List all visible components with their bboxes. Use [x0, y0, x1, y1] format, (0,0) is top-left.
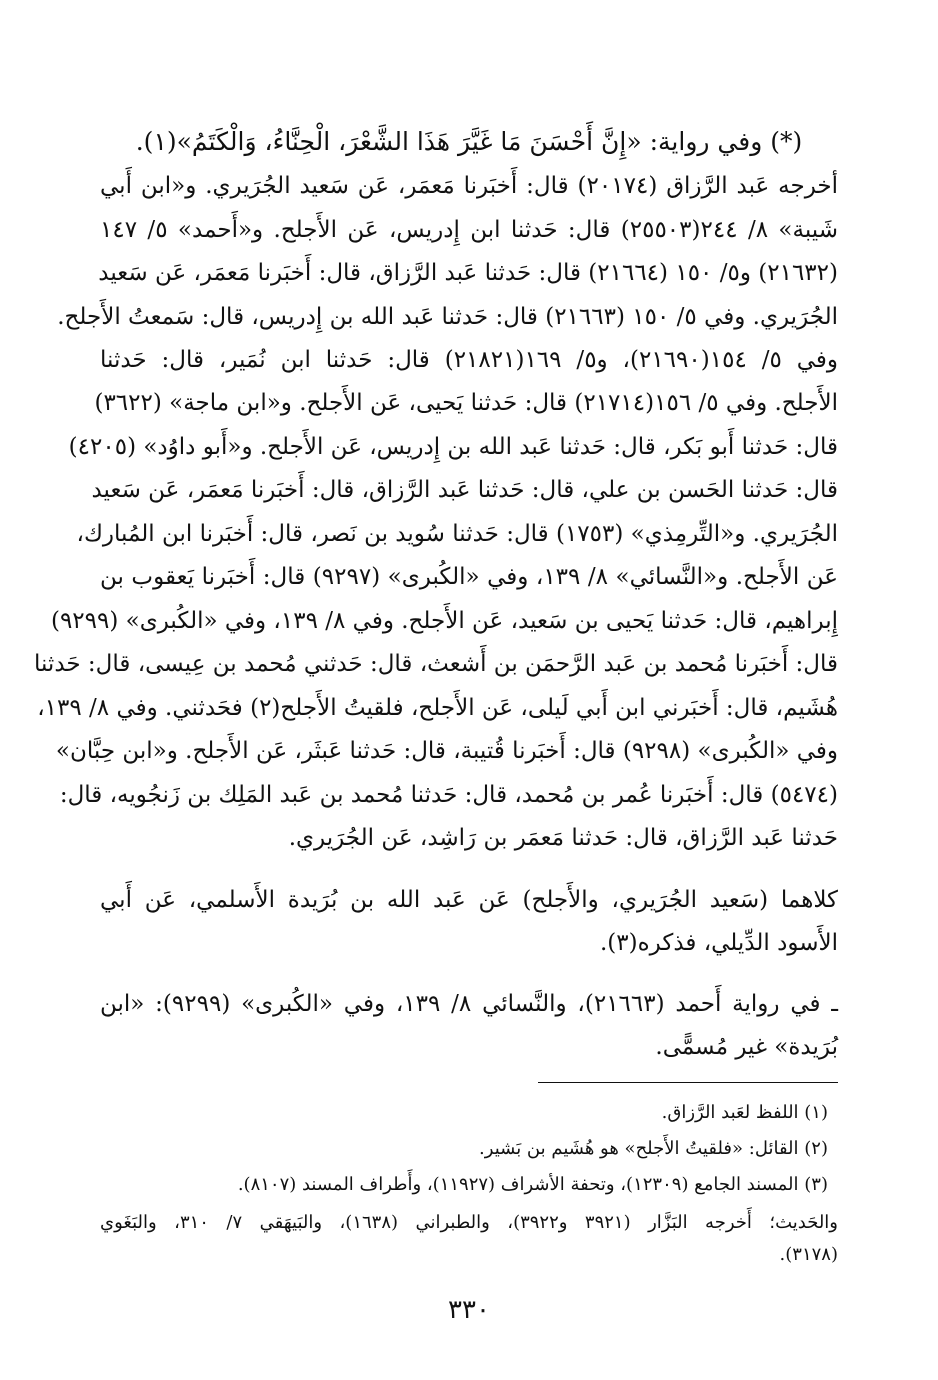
takhrij-line: الجُرَيري. و«التِّرمِذي» (١٧٥٣) قال: حَدثنا سُويد بن نَصر، قال: أَخبَرنا ابن المُبارك،: [76, 521, 838, 547]
footnote: (٢) القائل: «فلقيتُ الأَجلح» هو هُشَيم بن بَشير.: [479, 1138, 828, 1159]
chain-line: الأَسود الدِّيلي، فذكره(٣).: [600, 930, 838, 956]
takhrij-line: شَيبة» ٨/ ٢٤٤(٢٥٥٠٣) قال: حَدثنا ابن إِدريس، عَن الأَجلح. و«أَحمد» ٥/ ١٤٧: [100, 217, 838, 243]
takhrij-line: الأَجلح. وفي ٥/ ١٥٦(٢١٧١٤) قال: حَدثنا يَحيى، عَن الأَجلح. و«ابن ماجة» (٣٦٢٢): [94, 390, 838, 416]
narration-note-line: بُرَيدة» غير مُسمًّى.: [655, 1034, 838, 1060]
takhrij-line: حَدثنا عَبد الرَّزاق، قال: حَدثنا مَعمَر بن رَاشِد، عَن الجُرَيري.: [288, 825, 838, 851]
takhrij-line: وفي «الكُبرى» (٩٢٩٨) قال: أَخبَرنا قُتيبة، قال: حَدثنا عَبثَر، عَن الأَجلح. و«ابن حِبَّان»: [55, 738, 838, 764]
chain-line: كلاهما (سَعيد الجُرَيري، والأَجلح) عَن عَبد الله بن بُرَيدة الأَسلمي، عَن أَبي: [100, 887, 838, 913]
takhrij-line: عَن الأَجلح. و«النَّسائي» ٨/ ١٣٩، وفي «الكُبرى» (٩٢٩٧) قال: أَخبَرنا يَعقوب بن: [100, 564, 839, 590]
hadith-variant-line: (*) وفي رواية: «إِنَّ أَحْسَنَ مَا غَيَّرَ هَذَا الشَّعْرَ، الْحِنَّاءُ، وَالْكَتَمُ»(١).: [135, 127, 803, 156]
takhrij-line: قال: حَدثنا أَبو بَكر، قال: حَدثنا عَبد الله بن إِدريس، عَن الأَجلح. و«أَبو داوُد» (٤٢٠٥): [68, 434, 838, 460]
footnote: (٣) المسند الجامع (١٢٣٠٩)، وتحفة الأشراف (١١٩٢٧)، وأَطراف المسند (٨١٠٧).: [237, 1174, 828, 1195]
takhrij-line: الجُرَيري. وفي ٥/ ١٥٠ (٢١٦٦٣) قال: حَدثنا عَبد الله بن إِدريس، قال: سَمعتُ الأَجلح.: [57, 304, 838, 330]
footnote: (١) اللفظ لعَبد الرَّزاق.: [661, 1102, 828, 1123]
takhrij-line: (٢١٦٣٢) و٥/ ١٥٠ (٢١٦٦٤) قال: حَدثنا عَبد الرَّزاق، قال: أَخبَرنا مَعمَر، عَن سَعيد: [98, 260, 838, 286]
takhrij-line: أخرجه عَبد الرَّزاق (٢٠١٧٤) قال: أَخبَرنا مَعمَر، عَن سَعيد الجُرَيري. و«ابن أَبي: [100, 173, 839, 199]
takhrij-line: وفي ٥/ ١٥٤(٢١٦٩٠)، و٥/ ١٦٩(٢١٨٢١) قال: حَدثنا ابن نُمَير، قال: حَدثنا: [100, 347, 839, 373]
footnote: (٣١٧٨).: [779, 1244, 838, 1265]
takhrij-line: هُشَيم، قال: أَخبَرني ابن أَبي لَيلى، عَن الأَجلح، فلقيتُ الأَجلح(٢) فحَدثني. وفي ٨/ ١٣٩،: [37, 695, 838, 721]
takhrij-line: إِبراهيم، قال: حَدثنا يَحيى بن سَعيد، عَن الأَجلح. وفي ٨/ ١٣٩، وفي «الكُبرى» (٩٢٩٩): [50, 608, 838, 634]
page-number: ٣٣٠: [448, 1295, 490, 1325]
takhrij-line: قال: أَخبَرنا مُحمد بن عَبد الرَّحمَن بن أَشعث، قال: حَدثني مُحمد بن عِيسى، قال: حَدثنا: [33, 651, 838, 677]
footnote-divider: [538, 1082, 838, 1083]
footnote: والحَديث؛ أَخرجه البَزَّار (٣٩٢١ و٣٩٢٢)، والطبراني (١٦٣٨)، والبَيهَقي ٧/ ٣١٠، والبَغَوي: [100, 1212, 838, 1233]
takhrij-line: قال: حَدثنا الحَسن بن علي، قال: حَدثنا عَبد الرَّزاق، قال: أَخبَرنا مَعمَر، عَن سَعيد: [91, 477, 838, 503]
takhrij-line: (٥٤٧٤) قال: أَخبَرنا عُمر بن مُحمد، قال: حَدثنا مُحمد بن عَبد المَلِك بن زَنجُويه، قال:: [59, 782, 838, 808]
narration-note-line: ـ في رواية أَحمد (٢١٦٦٣)، والنَّسائي ٨/ ١٣٩، وفي «الكُبرى» (٩٢٩٩): «ابن: [100, 991, 839, 1017]
